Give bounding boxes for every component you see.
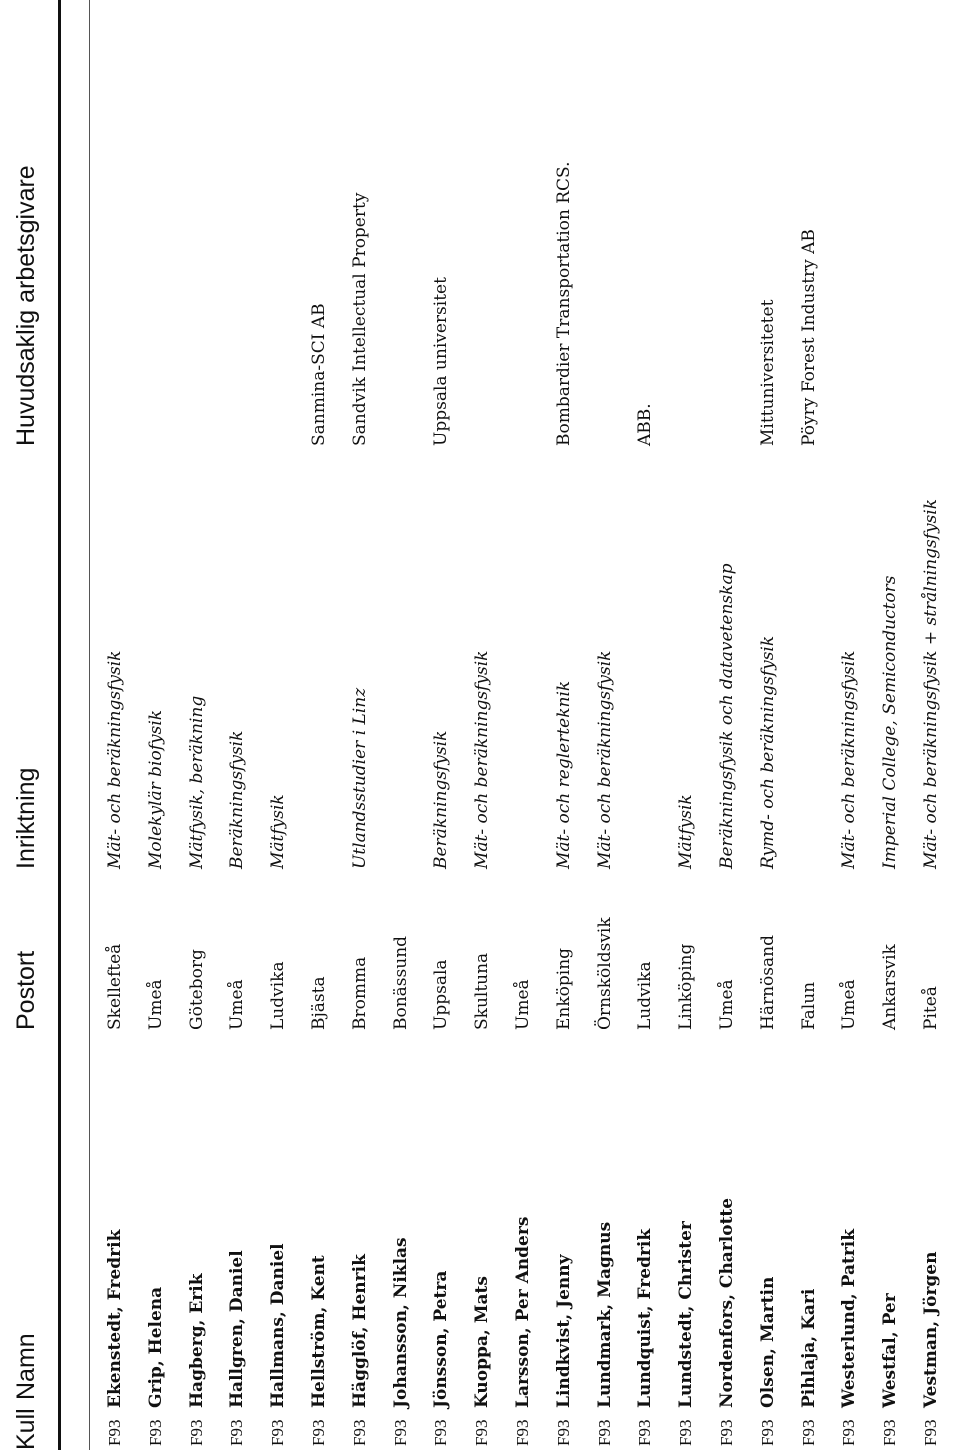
postort-cell: Bonässund: [390, 935, 411, 1030]
inriktning-cell: Molekylär biofysik: [145, 709, 166, 869]
kull-cell: F93: [513, 1419, 532, 1446]
arbetsgivare-cell: Uppsala universitet: [431, 277, 452, 446]
name-cell: Westerlund, Patrik: [839, 1228, 860, 1408]
postort-cell: Bromma: [349, 956, 370, 1030]
inriktning-cell: Mät- och beräkningsfysik + strålningsfysik: [921, 498, 941, 869]
table-row: [838, 0, 878, 1456]
table-row: [920, 0, 960, 1456]
kull-cell: F93: [268, 1419, 288, 1446]
postort-cell: Umeå: [839, 979, 860, 1030]
kull-cell: F93: [798, 1419, 818, 1446]
table-row: [675, 0, 715, 1456]
inriktning-cell: Mät- och beräkningsfysik: [839, 650, 860, 869]
name-cell: Vestman, Jörgen: [921, 1251, 941, 1408]
name-cell: Kuoppa, Mats: [472, 1276, 493, 1408]
header-rule-thin: [89, 0, 90, 1450]
table-row: [104, 0, 144, 1456]
header-rule: [58, 0, 61, 1450]
postort-cell: Umeå: [145, 979, 166, 1030]
postort-cell: Umeå: [717, 979, 737, 1030]
inriktning-cell: Mät- och beräkningsfysik: [472, 650, 493, 869]
arbetsgivare-cell: Pöyry Forest Industry AB: [798, 229, 819, 446]
inriktning-cell: Mätfysik: [268, 794, 289, 869]
name-cell: Olsen, Martin: [757, 1276, 778, 1408]
header-kull: Kull: [12, 1408, 40, 1450]
name-cell: Hallmans, Daniel: [268, 1243, 289, 1408]
table-row: [594, 0, 634, 1456]
table-row: [349, 0, 389, 1456]
name-cell: Jönsson, Petra: [431, 1270, 452, 1408]
inriktning-cell: Utlandsstudier i Linz: [349, 687, 370, 869]
name-cell: Hallgren, Daniel: [227, 1250, 248, 1408]
kull-cell: F93: [880, 1419, 900, 1446]
inriktning-cell: Mätfysik, beräkning: [186, 695, 207, 869]
kull-cell: F93: [105, 1419, 124, 1446]
inriktning-cell: Beräkningsfysik: [227, 730, 248, 869]
postort-cell: Uppsala: [431, 959, 452, 1030]
kull-cell: F93: [553, 1419, 573, 1446]
inriktning-cell: Imperial College, Semiconductors: [880, 575, 901, 869]
kull-cell: F93: [309, 1419, 328, 1446]
name-cell: Westfal, Per: [880, 1293, 901, 1408]
kull-cell: F93: [145, 1419, 165, 1446]
name-cell: Johansson, Niklas: [390, 1237, 411, 1408]
name-cell: Hagberg, Erik: [186, 1273, 207, 1408]
kull-cell: F93: [717, 1419, 736, 1446]
postort-cell: Göteborg: [186, 949, 207, 1030]
name-cell: Lindkvist, Jenny: [553, 1254, 574, 1408]
postort-cell: Falun: [798, 981, 819, 1030]
table-row: [553, 0, 593, 1456]
table-row: [757, 0, 797, 1456]
table-row: [634, 0, 674, 1456]
postort-cell: Ankarsvik: [880, 944, 901, 1030]
table-row: [145, 0, 185, 1456]
kull-cell: F93: [676, 1419, 696, 1446]
table-row: [267, 0, 307, 1456]
postort-cell: Enköping: [553, 947, 574, 1030]
kull-cell: F93: [431, 1419, 451, 1446]
kull-cell: F93: [390, 1419, 410, 1446]
name-cell: Lundstedt, Christer: [676, 1221, 697, 1408]
header-arbetsgivare: Huvudsaklig arbetsgivare: [12, 165, 40, 446]
table-row: [798, 0, 838, 1456]
table-row: [879, 0, 919, 1456]
kull-cell: F93: [594, 1419, 614, 1446]
kull-cell: F93: [635, 1419, 655, 1446]
inriktning-cell: Beräkningsfysik: [431, 730, 452, 869]
name-cell: Lundmark, Magnus: [594, 1221, 615, 1408]
table-row: [390, 0, 430, 1456]
postort-cell: Umeå: [227, 979, 248, 1030]
name-cell: Nordenfors, Charlotte: [717, 1197, 737, 1408]
inriktning-cell: Beräkningsfysik och datavetenskap: [717, 563, 737, 869]
arbetsgivare-cell: Sandvik Intellectual Property: [349, 192, 370, 446]
table-row: [308, 0, 348, 1456]
table-row: [226, 0, 266, 1456]
name-cell: Grip, Helena: [145, 1286, 166, 1408]
inriktning-cell: Mät- och reglerteknik: [553, 680, 574, 869]
kull-cell: F93: [186, 1419, 206, 1446]
postort-cell: Skellefteå: [105, 943, 125, 1030]
name-cell: Lundquist, Fredrik: [635, 1228, 656, 1408]
kull-cell: F93: [839, 1419, 859, 1446]
arbetsgivare-cell: Sanmina-SCI AB: [309, 303, 329, 446]
postort-cell: Linköping: [676, 943, 697, 1030]
arbetsgivare-cell: Mittuniversitetet: [757, 299, 778, 446]
postort-cell: Härnösand: [757, 935, 778, 1030]
table-row: [186, 0, 226, 1456]
arbetsgivare-cell: Bombardier Transportation RCS.: [553, 161, 574, 446]
table-row: [716, 0, 756, 1456]
postort-cell: Örnsköldsvik: [594, 917, 615, 1030]
inriktning-cell: Mätfysik: [676, 794, 697, 869]
postort-cell: Bjästa: [309, 976, 329, 1030]
inriktning-cell: Mät- och beräkningsfysik: [105, 650, 125, 869]
kull-cell: F93: [757, 1419, 777, 1446]
inriktning-cell: Mät- och beräkningsfysik: [594, 650, 615, 869]
table-row: [471, 0, 511, 1456]
header-inriktning: Inriktning: [12, 767, 40, 869]
name-cell: Ekenstedt, Fredrik: [105, 1229, 125, 1408]
table-row: [512, 0, 552, 1456]
postort-cell: Piteå: [921, 986, 941, 1030]
kull-cell: F93: [921, 1419, 940, 1446]
postort-cell: Umeå: [513, 979, 533, 1030]
header-namn: Namn: [12, 1333, 40, 1400]
arbetsgivare-cell: ABB.: [635, 403, 656, 446]
postort-cell: Ludvika: [635, 961, 656, 1030]
kull-cell: F93: [349, 1419, 369, 1446]
postort-cell: Ludvika: [268, 961, 289, 1030]
name-cell: Pihlaja, Kari: [798, 1288, 819, 1408]
name-cell: Larsson, Per Anders: [513, 1216, 533, 1408]
name-cell: Hägglöf, Henrik: [349, 1254, 370, 1408]
kull-cell: F93: [227, 1419, 247, 1446]
header-postort: Postort: [12, 950, 40, 1030]
inriktning-cell: Rymd- och beräkningsfysik: [757, 635, 778, 869]
kull-cell: F93: [472, 1419, 492, 1446]
table-row: [430, 0, 470, 1456]
postort-cell: Skultuna: [472, 952, 493, 1030]
name-cell: Hellström, Kent: [309, 1255, 329, 1408]
